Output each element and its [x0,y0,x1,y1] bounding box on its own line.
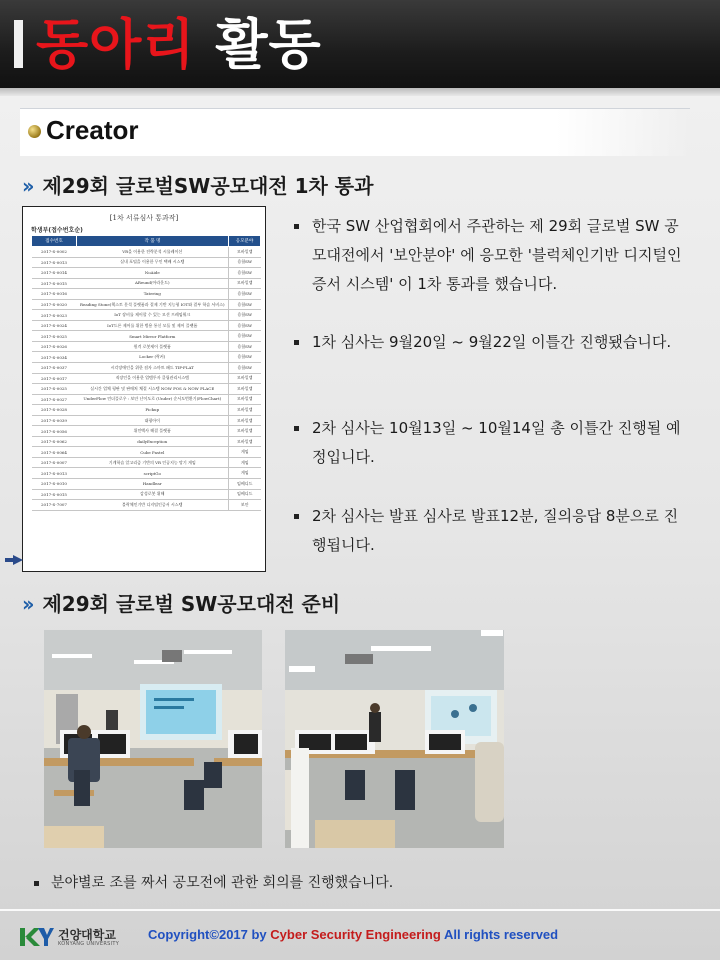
bullet-text: 2차 심사는 발표 심사로 발표12분, 질의응답 8분으로 진행됩니다. [312,507,679,554]
table-row [32,457,261,468]
table-row [32,489,261,500]
table-cell: Pickup [77,405,229,416]
meeting-photo-1 [44,630,262,848]
table-cell: 위인백사 해결 플랫폼 [77,426,229,437]
table-row [32,363,261,374]
photo-caption [34,872,393,892]
table-cell: Tatering [77,289,229,300]
table-cell: 2017-S-0016 [32,289,77,300]
square-bullet-icon [294,426,299,431]
table-cell: 융합SW [229,299,261,310]
table-cell: 2017-S-0027 [32,394,77,405]
bullet-text: 한국 SW 산업협회에서 주관하는 제 29회 글로벌 SW 공모대전에서 '보안분야' 에 응모한 '블럭체인기반 디지털인증서 시스템' 이 1차 통과를 했습니다. [312,217,682,293]
table-cell: 2017-S-0026 [32,341,77,352]
table-row [32,405,261,416]
table-cell: 융합SW [229,363,261,374]
table-cell: 2017-S-0064 [32,447,77,458]
table-cell: 게임 [229,457,261,468]
table-cell: 임베디드 [229,479,261,490]
table-cell: 2017-S-0007 [32,457,77,468]
konyang-logo-icon [18,926,54,948]
section-heading [20,108,690,156]
table-cell: 블락체인기반 디지털인증서 시스템 [77,500,229,511]
copyright-notice [148,927,558,942]
copyright-suffix: All rights reserved [443,927,559,942]
table-cell: 2017-S-0025 [32,331,77,342]
table-cell: 감성로봇 위해 [77,489,229,500]
table-row [32,426,261,437]
document-screenshot [22,206,266,572]
table-row [32,320,261,331]
subsection-title-2-text: 제29회 글로벌 SW공모대전 준비 [42,592,341,616]
table-row [32,447,261,458]
table-cell: 시각장애인을 위한 점자 스마트 패드 TIP-FLAT [77,363,229,374]
table-cell: Cube Pastel [77,447,229,458]
table-cell: 기계학습 알고리즘 기반의 VR 인공지능 망기 게임 [77,457,229,468]
table-cell: 실시간 업체 평판 및 판매처 체결 시스템 NOW POS & NOW PLACE [77,384,229,395]
document-table-header [32,236,261,247]
square-bullet-icon [294,340,299,345]
table-cell: 2017-S-0028 [32,405,77,416]
table-cell: 융합SW [229,341,261,352]
page-title-part2: 활동 [215,13,322,76]
table-cell: 모바일앱 [229,415,261,426]
table-cell: 직장인을 이용한 업템투자 클립관리시스템 [77,373,229,384]
table-row [32,479,261,490]
bullet-text: 1차 심사는 9월20일 ~ 9월22일 이틀간 진행됐습니다. [312,333,672,351]
table-row [32,268,261,279]
table-cell: 2017-S-0015 [32,278,77,289]
table-cell: 2017-S-0014 [32,268,77,279]
table-cell: 2017-S-0025 [32,384,77,395]
table-cell: 모바일앱 [229,426,261,437]
table-cell: 융합SW [229,320,261,331]
subsection-title-1-text: 제29회 글로벌SW공모대전 1차 통과 [42,174,374,198]
subsection-title-2 [22,588,340,618]
table-row [32,289,261,300]
header-accent-bar [14,20,23,68]
document-title: [1차 서류심사 통과작] [109,214,179,222]
table-row [32,299,261,310]
document-header-cell: 응모분야 [229,236,261,247]
table-cell: 2017-S-0017 [32,373,77,384]
document-header-cell: 작 품 명 [77,236,229,247]
table-row [32,415,261,426]
table-cell: 실내 포털을 이용한 무인 택배 시스템 [77,257,229,268]
table-cell: 융합SW [229,331,261,342]
table-row [32,373,261,384]
table-row [32,257,261,268]
table-cell: 2017-S-0020 [32,299,77,310]
table-cell: 모바일앱 [229,436,261,447]
table-cell: 융합SW [229,268,261,279]
copyright-org: Cyber Security Engineering [270,927,441,942]
page-title-part1: 동아리 [36,13,196,76]
document-table [31,235,261,511]
table-row [32,331,261,342]
table-row [32,352,261,363]
table-row [32,500,261,511]
photo-caption-text: 분야별로 조를 짜서 공모전에 관한 회의를 진행했습니다. [51,875,394,891]
table-cell: 2017-S-0023 [32,310,77,321]
table-cell: 2017-S-0056 [32,426,77,437]
section-label: Creator [46,115,139,145]
table-cell: Smart Mirror Platform [77,331,229,342]
table-cell: 게임 [229,447,261,458]
table-cell: 융합SW [229,289,261,300]
table-row [32,247,261,258]
table-row [32,384,261,395]
classroom-photo-illustration [44,630,262,848]
table-cell: 모바일앱 [229,278,261,289]
classroom-photo-illustration [285,630,504,848]
table-row [32,394,261,405]
table-cell: 대평아이 [77,415,229,426]
arrow-right-icon [13,555,23,565]
table-cell: 보안 [229,500,261,511]
gold-bullet-icon [28,125,41,138]
square-bullet-icon [34,881,39,886]
logo-english-name: KONYANG UNIVERSITY [58,941,120,947]
table-cell: 2017-S-0037 [32,363,77,374]
table-cell: 2017-S-0024 [32,320,77,331]
table-cell: UnderFlow 언더플로우 : 보안 난이도로 (Under) 순서도번환기(FlowChart) [77,394,229,405]
bullet-text: 2차 심사는 10월13일 ~ 10월14일 총 이틀간 진행될 예정입니다. [312,419,681,466]
header-divider [0,88,720,96]
square-bullet-icon [294,224,299,229]
double-chevron-icon: ›› [22,592,31,616]
table-cell: 융합SW [229,310,261,321]
double-chevron-icon: ›› [22,174,31,198]
table-cell: 2017-S-0013 [32,468,77,479]
table-cell: Handlear [77,479,229,490]
table-cell: NoAide [77,268,229,279]
table-cell: 게임 [229,468,261,479]
subsection-title-1 [22,170,373,200]
table-cell: 2017-S-0062 [32,436,77,447]
table-cell: 모바일앱 [229,394,261,405]
footer-divider [0,909,720,911]
table-row [32,310,261,321]
table-cell: 임베디드 [229,489,261,500]
meeting-photo-2 [285,630,504,848]
table-cell: Reading Stone(책스토 분석 플랫폼과 결제 기반 지능형 IOT와 결부 학습 서비스) [77,299,229,310]
table-cell: 2017-S-0013 [32,257,77,268]
table-cell: VR을 이용한 전략분석 시뮬레이션 [77,247,229,258]
table-cell: 모바일앱 [229,384,261,395]
table-cell: 원격 로봇제어 플랫폼 [77,341,229,352]
document-header-cell: 접수번호 [32,236,77,247]
table-cell: 모바일앱 [229,247,261,258]
table-cell: 융합SW [229,257,261,268]
table-cell: 2017-S-0039 [32,415,77,426]
table-cell: scriptGo [77,468,229,479]
copyright-prefix: Copyright©2017 by [148,927,267,942]
table-cell: 모바일앱 [229,373,261,384]
table-row [32,436,261,447]
table-row [32,341,261,352]
table-cell: 융합SW [229,352,261,363]
table-cell: IoT드론 제어를 위한 범용 통신 모듈 및 제어 플랫폼 [77,320,229,331]
table-cell: 2017-S-0010 [32,479,77,490]
table-cell: 2017-S-7007 [32,500,77,511]
logo-name: 건양대학교 [58,928,116,942]
table-cell: 2017-S-0034 [32,352,77,363]
document-subtitle: 학생부(접수번호순) [31,227,83,234]
table-cell: AReund(아라운드) [77,278,229,289]
table-cell: 모바일앱 [229,405,261,416]
table-row [32,278,261,289]
square-bullet-icon [294,514,299,519]
table-cell: 2017-S-0015 [32,489,77,500]
table-cell: Locker (락커) [77,352,229,363]
table-row [32,468,261,479]
table-cell: dailyException [77,436,229,447]
page-title [36,10,322,80]
table-cell: 2017-S-0002 [32,247,77,258]
header-banner [0,0,720,88]
table-cell: IoT 장비를 제어할 수 있는 모션 프레임워크 [77,310,229,321]
